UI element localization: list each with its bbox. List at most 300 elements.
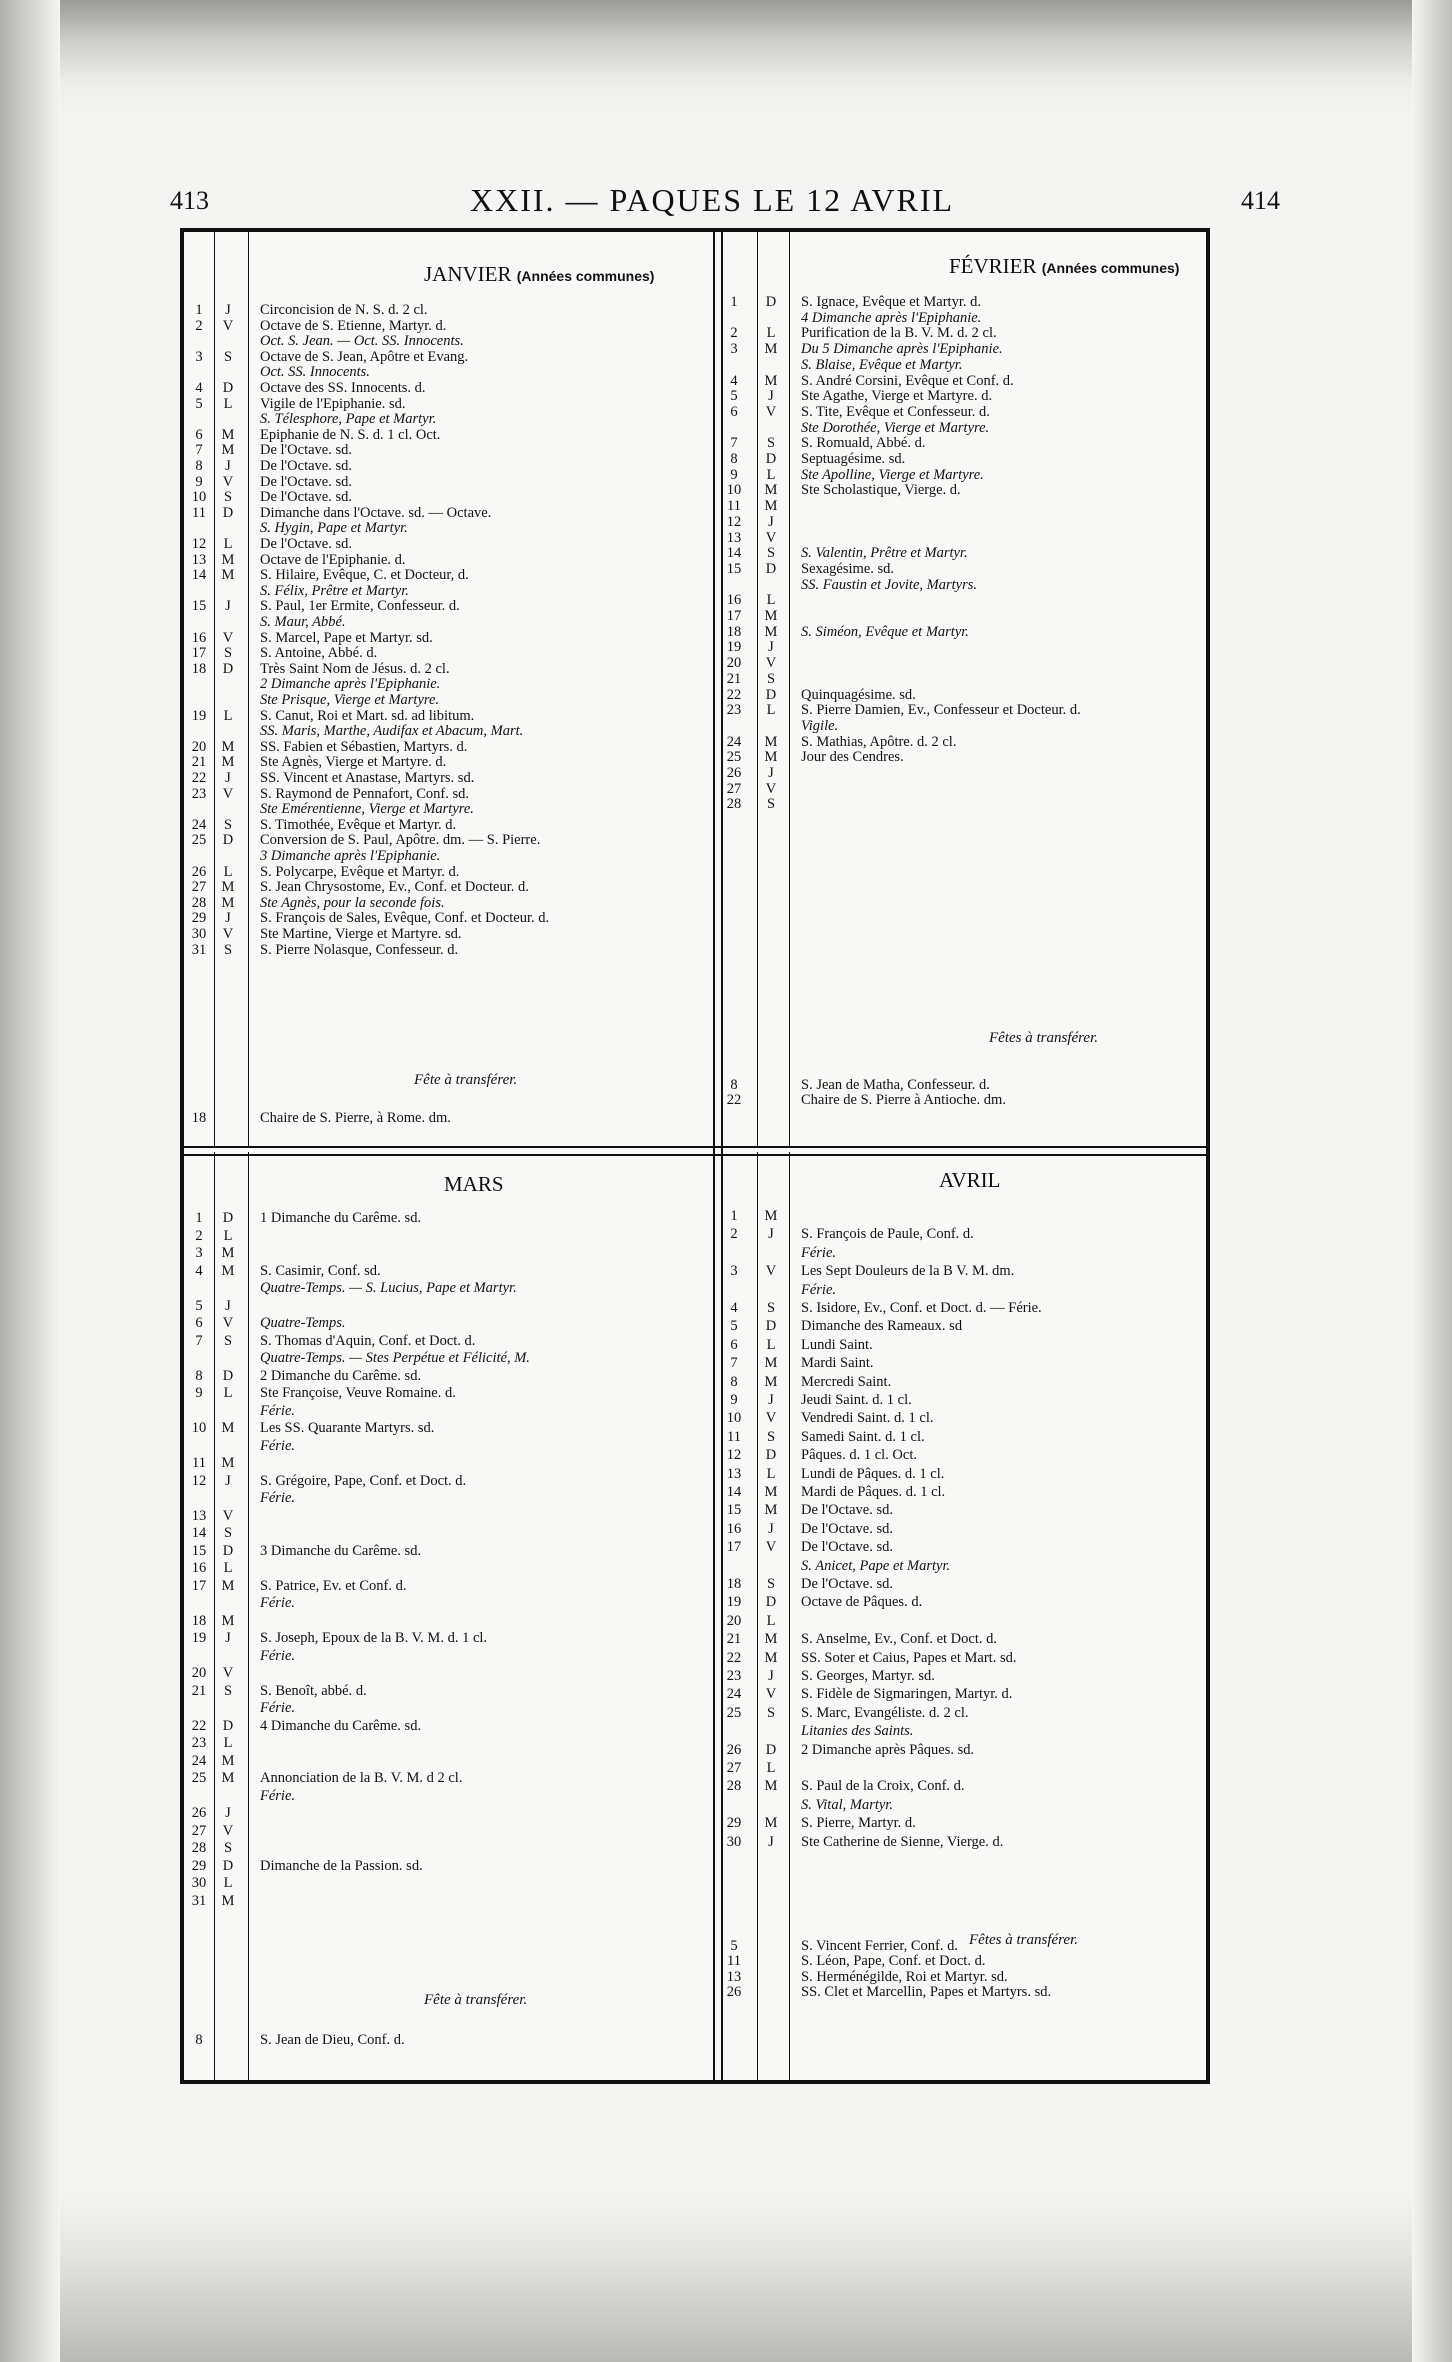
month-title xyxy=(949,254,1179,279)
transfer-row xyxy=(719,1984,1206,2000)
calendar-row xyxy=(719,388,1206,404)
office-text: Ste Catherine de Sienne, Vierge. d. xyxy=(801,1833,1004,1850)
calendar-row xyxy=(184,817,713,833)
calendar-row xyxy=(184,333,713,349)
calendar-row xyxy=(719,1318,1206,1334)
office-text: S. Casimir, Conf. sd. xyxy=(260,1262,381,1279)
weekday-letter: L xyxy=(766,325,776,342)
calendar-row xyxy=(719,796,1206,812)
transfer-row xyxy=(719,1953,1206,1969)
office-text: S. Grégoire, Pape, Conf. et Doct. d. xyxy=(260,1472,467,1489)
day-number: 17 xyxy=(726,1539,742,1556)
calendar-row xyxy=(719,420,1206,436)
calendar-row xyxy=(184,1263,713,1279)
calendar-row xyxy=(719,781,1206,797)
weekday-letter: L xyxy=(223,863,233,880)
office-text: 1 Dimanche du Carême. sd. xyxy=(260,1210,422,1226)
calendar-row xyxy=(184,396,713,412)
day-number: 2 xyxy=(195,317,203,334)
calendar-row xyxy=(184,614,713,630)
weekday-letter: V xyxy=(222,473,234,490)
transfer-text: Chaire de S. Pierre, à Rome. dm. xyxy=(260,1110,451,1126)
transfer-text: S. Jean de Dieu, Conf. d. xyxy=(260,2032,405,2048)
transfer-row xyxy=(719,1969,1206,1985)
office-text: Ste Agnès, Vierge et Martyre. d. xyxy=(260,754,447,771)
weekday-letter: M xyxy=(221,1577,235,1594)
transfer-text: S. Vincent Ferrier, Conf. d. xyxy=(801,1937,958,1954)
office-text: Oct. S. Jean. — Oct. SS. Innocents. xyxy=(260,333,464,350)
day-number: 21 xyxy=(726,1631,742,1648)
day-number: 17 xyxy=(726,608,742,624)
weekday-letter: L xyxy=(223,1735,233,1751)
day-number: 23 xyxy=(191,1735,207,1751)
day-number: 16 xyxy=(191,629,207,646)
day-number: 26 xyxy=(191,863,207,880)
weekday-letter: S xyxy=(223,348,233,365)
calendar-row xyxy=(184,349,713,365)
day-number: 28 xyxy=(726,796,742,813)
calendar-row xyxy=(184,676,713,692)
calendar-row xyxy=(719,1429,1206,1445)
calendar-row xyxy=(719,734,1206,750)
calendar-table xyxy=(180,228,1210,2084)
calendar-row xyxy=(719,1502,1206,1518)
calendar-row xyxy=(184,770,713,786)
calendar-row xyxy=(719,1594,1206,1610)
day-number: 19 xyxy=(726,639,742,656)
weekday-letter: M xyxy=(764,1208,778,1224)
page-number-right: 414 xyxy=(1241,186,1280,215)
calendar-row xyxy=(719,341,1206,357)
office-text: SS. Vincent et Anastase, Martyrs. sd. xyxy=(260,770,475,786)
day-number: 2 xyxy=(730,325,738,342)
day-number: 8 xyxy=(195,458,203,474)
calendar-row xyxy=(184,1823,713,1839)
calendar-row xyxy=(184,1770,713,1786)
transfer-text: S. Léon, Pape, Conf. et Doct. d. xyxy=(801,1953,986,1969)
office-text: S. Timothée, Evêque et Martyr. d. xyxy=(260,816,457,833)
day-number: 29 xyxy=(191,910,207,927)
day-number: 1 xyxy=(730,1208,738,1224)
calendar-row xyxy=(184,1578,713,1594)
weekday-letter: M xyxy=(221,1245,235,1261)
weekday-letter: D xyxy=(765,294,777,310)
calendar-row xyxy=(719,1668,1206,1684)
weekday-letter: M xyxy=(764,1631,778,1648)
weekday-letter: V xyxy=(222,926,234,942)
calendar-row xyxy=(184,1543,713,1559)
calendar-row xyxy=(719,467,1206,483)
day-number: 7 xyxy=(195,1332,203,1349)
office-text: S. Paul, 1er Ermite, Confesseur. d. xyxy=(260,598,460,615)
calendar-row xyxy=(184,630,713,646)
calendar-row xyxy=(184,1210,713,1226)
calendar-row xyxy=(184,1490,713,1506)
calendar-row xyxy=(184,1788,713,1804)
office-text: S. Fidèle de Sigmaringen, Martyr. d. xyxy=(801,1686,1013,1703)
office-text: Férie. xyxy=(801,1244,837,1261)
calendar-row xyxy=(719,498,1206,514)
weekday-letter: J xyxy=(225,1630,231,1646)
office-text: De l'Octave. sd. xyxy=(260,489,352,506)
office-text: Férie. xyxy=(260,1647,296,1664)
day-number: 29 xyxy=(191,1857,207,1874)
weekday-letter: D xyxy=(222,380,234,396)
weekday-letter: D xyxy=(222,1367,234,1384)
day-number: 24 xyxy=(191,816,207,833)
office-text: S. Patrice, Ev. et Conf. d. xyxy=(260,1577,407,1594)
office-text: Annonciation de la B. V. M. d 2 cl. xyxy=(260,1770,463,1786)
day-number: 4 xyxy=(195,1262,203,1279)
month-name: AVRIL xyxy=(939,1168,1001,1192)
office-text: SS. Faustin et Jovite, Martyrs. xyxy=(801,576,977,593)
weekday-letter: S xyxy=(766,796,776,813)
calendar-row xyxy=(184,1473,713,1489)
calendar-row xyxy=(184,583,713,599)
scan-noise-top xyxy=(0,0,1452,120)
calendar-row xyxy=(184,1595,713,1611)
weekday-letter: M xyxy=(764,1484,778,1500)
weekday-letter: S xyxy=(223,645,233,662)
office-text: Férie. xyxy=(260,1700,296,1716)
day-number: 23 xyxy=(726,1668,742,1684)
office-text: 3 Dimanche après l'Epiphanie. xyxy=(260,848,441,864)
office-text: Du 5 Dimanche après l'Epiphanie. xyxy=(801,341,1003,358)
office-text: S. Raymond de Pennafort, Conf. sd. xyxy=(260,785,470,802)
weekday-letter: D xyxy=(222,660,234,677)
calendar-row xyxy=(184,302,713,318)
calendar-row xyxy=(719,702,1206,718)
weekday-letter: J xyxy=(225,770,231,786)
office-text: Quatre-Temps. — Stes Perpétue et Félicité, M. xyxy=(260,1350,530,1366)
office-text: S. Hygin, Pape et Martyr. xyxy=(260,520,408,537)
weekday-letter: V xyxy=(765,1539,777,1556)
weekday-letter: L xyxy=(766,466,776,483)
calendar-row xyxy=(184,910,713,926)
calendar-row xyxy=(719,1613,1206,1629)
calendar-row xyxy=(719,592,1206,608)
transfer-text: Chaire de S. Pierre à Antioche. dm. xyxy=(801,1092,1006,1108)
month-name: JANVIER xyxy=(424,262,512,286)
day-number: 11 xyxy=(727,498,741,515)
office-text: S. Blaise, Evêque et Martyr. xyxy=(801,356,963,373)
day-number: 11 xyxy=(727,1428,741,1445)
weekday-letter: M xyxy=(221,1262,235,1279)
transfer-text: S. Jean de Matha, Confesseur. d. xyxy=(801,1076,990,1093)
office-text: De l'Octave. sd. xyxy=(801,1576,893,1592)
day-number: 25 xyxy=(726,1704,742,1721)
calendar-row xyxy=(719,514,1206,530)
calendar-row xyxy=(184,1403,713,1419)
calendar-row xyxy=(719,482,1206,498)
day-number: 3 xyxy=(730,1263,738,1280)
office-text: Octave des SS. Innocents. d. xyxy=(260,380,426,396)
office-text: Ste Agnès, pour la seconde fois. xyxy=(260,894,445,911)
day-number: 21 xyxy=(726,670,742,687)
day-number: 9 xyxy=(730,466,738,483)
calendar-row xyxy=(184,1893,713,1909)
office-text: Jeudi Saint. d. 1 cl. xyxy=(801,1392,912,1408)
day-number: 18 xyxy=(726,623,742,640)
weekday-letter: M xyxy=(221,1892,235,1909)
calendar-row xyxy=(184,1560,713,1576)
weekday-letter: D xyxy=(222,504,234,521)
calendar-row xyxy=(719,1558,1206,1574)
calendar-row xyxy=(184,520,713,536)
day-number: 12 xyxy=(726,513,742,530)
office-text: Octave de Pâques. d. xyxy=(801,1594,923,1611)
day-number: 9 xyxy=(730,1392,738,1408)
office-text: Dimanche de la Passion. sd. xyxy=(260,1857,423,1874)
office-text: S. Anselme, Ev., Conf. et Doct. d. xyxy=(801,1631,997,1648)
weekday-letter: M xyxy=(764,1649,778,1666)
calendar-row xyxy=(719,1392,1206,1408)
weekday-letter: M xyxy=(221,1420,235,1436)
day-number: 28 xyxy=(726,1778,742,1795)
office-text: Lundi de Pâques. d. 1 cl. xyxy=(801,1465,945,1482)
month-fevrier xyxy=(719,232,1206,1146)
calendar-row xyxy=(184,864,713,880)
calendar-row xyxy=(719,561,1206,577)
calendar-row xyxy=(719,1263,1206,1279)
office-text: Vendredi Saint. d. 1 cl. xyxy=(801,1410,934,1427)
day-number: 19 xyxy=(191,1630,207,1646)
weekday-letter: D xyxy=(765,1741,777,1758)
weekday-letter: J xyxy=(768,1520,774,1537)
weekday-letter: M xyxy=(764,733,778,750)
weekday-letter: M xyxy=(764,1502,778,1519)
day-number: 22 xyxy=(191,1717,207,1734)
day-number: 12 xyxy=(726,1447,742,1464)
scan-noise-right xyxy=(1412,0,1452,2362)
office-text: Lundi Saint. xyxy=(801,1336,873,1353)
weekday-letter: M xyxy=(221,894,235,911)
weekday-letter: S xyxy=(766,1704,776,1721)
office-text: Litanies des Saints. xyxy=(801,1723,914,1740)
calendar-row xyxy=(184,427,713,443)
weekday-letter: D xyxy=(222,832,234,849)
day-number: 20 xyxy=(191,738,207,755)
office-text: SS. Fabien et Sébastien, Martyrs. d. xyxy=(260,738,468,755)
office-text: 4 Dimanche après l'Epiphanie. xyxy=(801,309,982,326)
weekday-letter: V xyxy=(222,1507,234,1524)
day-number: 13 xyxy=(726,1465,742,1482)
transfer-text: S. Herménégilde, Roi et Martyr. sd. xyxy=(801,1968,1008,1985)
day-number: 7 xyxy=(195,442,203,459)
month-mars xyxy=(184,1152,713,2080)
office-text: Férie. xyxy=(260,1490,296,1506)
calendar-row xyxy=(719,639,1206,655)
weekday-letter: S xyxy=(766,1428,776,1445)
calendar-row xyxy=(184,1245,713,1261)
office-text: Quinquagésime. sd. xyxy=(801,686,916,703)
calendar-row xyxy=(184,1228,713,1244)
weekday-letter: V xyxy=(222,1315,234,1331)
calendar-row xyxy=(184,1630,713,1646)
calendar-row xyxy=(184,895,713,911)
calendar-row xyxy=(184,1385,713,1401)
day-number: 10 xyxy=(191,1420,207,1436)
office-text: S. Isidore, Ev., Conf. et Doct. d. — Férie. xyxy=(801,1300,1042,1316)
day-number: 23 xyxy=(191,785,207,802)
day-number: 15 xyxy=(191,598,207,615)
calendar-row xyxy=(184,1315,713,1331)
calendar-row xyxy=(184,879,713,895)
day-number: 9 xyxy=(195,1385,203,1401)
office-text: Epiphanie de N. S. d. 1 cl. Oct. xyxy=(260,426,441,443)
weekday-letter: J xyxy=(768,1226,774,1243)
page-title: XXII. — PAQUES LE 12 AVRIL xyxy=(470,182,955,218)
calendar-row xyxy=(719,624,1206,640)
calendar-row xyxy=(719,671,1206,687)
office-text: S. Paul de la Croix, Conf. d. xyxy=(801,1778,965,1795)
calendar-row xyxy=(184,786,713,802)
calendar-row xyxy=(719,1797,1206,1813)
office-text: S. Romuald, Abbé. d. xyxy=(801,435,926,452)
weekday-letter: L xyxy=(766,702,776,719)
day-number: 3 xyxy=(195,348,203,365)
weekday-letter: L xyxy=(766,592,776,609)
weekday-letter: M xyxy=(764,623,778,640)
weekday-letter: S xyxy=(766,1576,776,1592)
office-text: Sexagésime. sd. xyxy=(801,560,895,577)
weekday-letter: V xyxy=(222,629,234,646)
office-text: Ste Apolline, Vierge et Martyre. xyxy=(801,466,984,483)
day-number: 27 xyxy=(191,879,207,896)
office-text: De l'Octave. sd. xyxy=(801,1539,893,1556)
office-text: 2 Dimanche après l'Epiphanie. xyxy=(260,676,441,693)
calendar-row xyxy=(184,1805,713,1821)
office-text: Vigile de l'Epiphanie. sd. xyxy=(260,395,406,412)
day-number: 6 xyxy=(730,403,738,420)
weekday-letter: V xyxy=(222,317,234,334)
day-number: 26 xyxy=(191,1805,207,1821)
calendar-row xyxy=(184,1648,713,1664)
weekday-letter: V xyxy=(222,785,234,802)
calendar-row xyxy=(719,1245,1206,1261)
calendar-row xyxy=(719,1466,1206,1482)
office-text: S. Valentin, Prêtre et Martyr. xyxy=(801,545,968,562)
weekday-letter: M xyxy=(764,1815,778,1832)
calendar-row xyxy=(184,926,713,942)
office-text: 2 Dimanche après Pâques. sd. xyxy=(801,1741,975,1758)
calendar-row xyxy=(719,1576,1206,1592)
day-number: 4 xyxy=(730,372,738,389)
day-number: 24 xyxy=(726,733,742,750)
month-title xyxy=(939,1168,1000,1193)
day-number: 24 xyxy=(726,1686,742,1703)
weekday-letter: J xyxy=(768,1392,774,1408)
office-text: Les SS. Quarante Martyrs. sd. xyxy=(260,1420,435,1436)
office-text: Octave de l'Epiphanie. d. xyxy=(260,551,406,568)
day-number: 29 xyxy=(726,1815,742,1832)
transfer-day: 26 xyxy=(726,1984,742,2000)
weekday-letter: J xyxy=(768,388,774,405)
transfer-row xyxy=(719,1938,1206,1954)
calendar-row xyxy=(719,1834,1206,1850)
calendar-row xyxy=(719,1631,1206,1647)
day-number: 14 xyxy=(726,1484,742,1500)
office-text: S. Joseph, Epoux de la B. V. M. d. 1 cl. xyxy=(260,1630,488,1646)
day-number: 11 xyxy=(192,1455,206,1471)
day-number: 31 xyxy=(191,1892,207,1909)
day-number: 6 xyxy=(195,426,203,443)
day-number: 20 xyxy=(726,655,742,672)
day-number: 26 xyxy=(726,1741,742,1758)
month-name: MARS xyxy=(444,1172,504,1196)
feast-transfer-label: Fêtes à transférer. xyxy=(969,1932,1079,1948)
weekday-letter: M xyxy=(764,749,778,766)
calendar-row xyxy=(719,1705,1206,1721)
weekday-letter: M xyxy=(764,482,778,499)
weekday-letter: J xyxy=(225,302,231,318)
office-text: De l'Octave. sd. xyxy=(801,1502,893,1519)
day-number: 9 xyxy=(195,473,203,490)
calendar-row xyxy=(719,1521,1206,1537)
calendar-row xyxy=(184,848,713,864)
day-number: 7 xyxy=(730,1355,738,1372)
day-number: 24 xyxy=(191,1752,207,1769)
weekday-letter: J xyxy=(225,458,231,474)
office-text: Pâques. d. 1 cl. Oct. xyxy=(801,1447,917,1464)
calendar-row xyxy=(184,1525,713,1541)
calendar-row xyxy=(719,749,1206,765)
office-text: S. Thomas d'Aquin, Conf. et Doct. d. xyxy=(260,1332,476,1349)
calendar-row xyxy=(719,1282,1206,1298)
month-name: FÉVRIER xyxy=(949,254,1037,278)
day-number: 3 xyxy=(730,341,738,358)
weekday-letter: M xyxy=(764,372,778,389)
month-avril xyxy=(719,1152,1206,2080)
weekday-letter: J xyxy=(225,598,231,615)
weekday-letter: L xyxy=(766,1760,776,1776)
transfer-day: 5 xyxy=(730,1937,738,1954)
calendar-row xyxy=(184,832,713,848)
office-text: S. Hilaire, Evêque, C. et Docteur, d. xyxy=(260,567,469,584)
weekday-letter: M xyxy=(221,426,235,443)
office-text: S. Anicet, Pape et Martyr. xyxy=(801,1557,951,1574)
weekday-letter: L xyxy=(766,1612,776,1629)
calendar-row xyxy=(184,474,713,490)
office-text: De l'Octave. sd. xyxy=(260,536,352,552)
weekday-letter: V xyxy=(765,1263,777,1280)
office-text: S. Siméon, Evêque et Martyr. xyxy=(801,623,969,640)
office-text: S. Polycarpe, Evêque et Martyr. d. xyxy=(260,863,460,880)
weekday-letter: S xyxy=(766,435,776,452)
calendar-row xyxy=(184,1298,713,1314)
day-number: 16 xyxy=(726,592,742,609)
office-text: S. Pierre Nolasque, Confesseur. d. xyxy=(260,941,459,958)
day-number: 2 xyxy=(730,1226,738,1243)
page-header xyxy=(170,182,1280,222)
calendar-row xyxy=(719,1760,1206,1776)
calendar-row xyxy=(184,723,713,739)
office-text: Ste Martine, Vierge et Martyre. sd. xyxy=(260,926,462,942)
office-text: De l'Octave. sd. xyxy=(260,442,352,459)
day-number: 14 xyxy=(191,1525,207,1541)
calendar-row xyxy=(184,505,713,521)
office-text: S. Ignace, Evêque et Martyr. d. xyxy=(801,294,981,310)
weekday-letter: M xyxy=(221,551,235,568)
calendar-row xyxy=(184,552,713,568)
day-number: 13 xyxy=(191,1507,207,1524)
day-number: 1 xyxy=(730,294,738,310)
calendar-row xyxy=(184,1508,713,1524)
calendar-row xyxy=(719,1686,1206,1702)
day-number: 15 xyxy=(726,560,742,577)
transfer-row xyxy=(184,1110,713,1126)
day-number: 22 xyxy=(726,686,742,703)
